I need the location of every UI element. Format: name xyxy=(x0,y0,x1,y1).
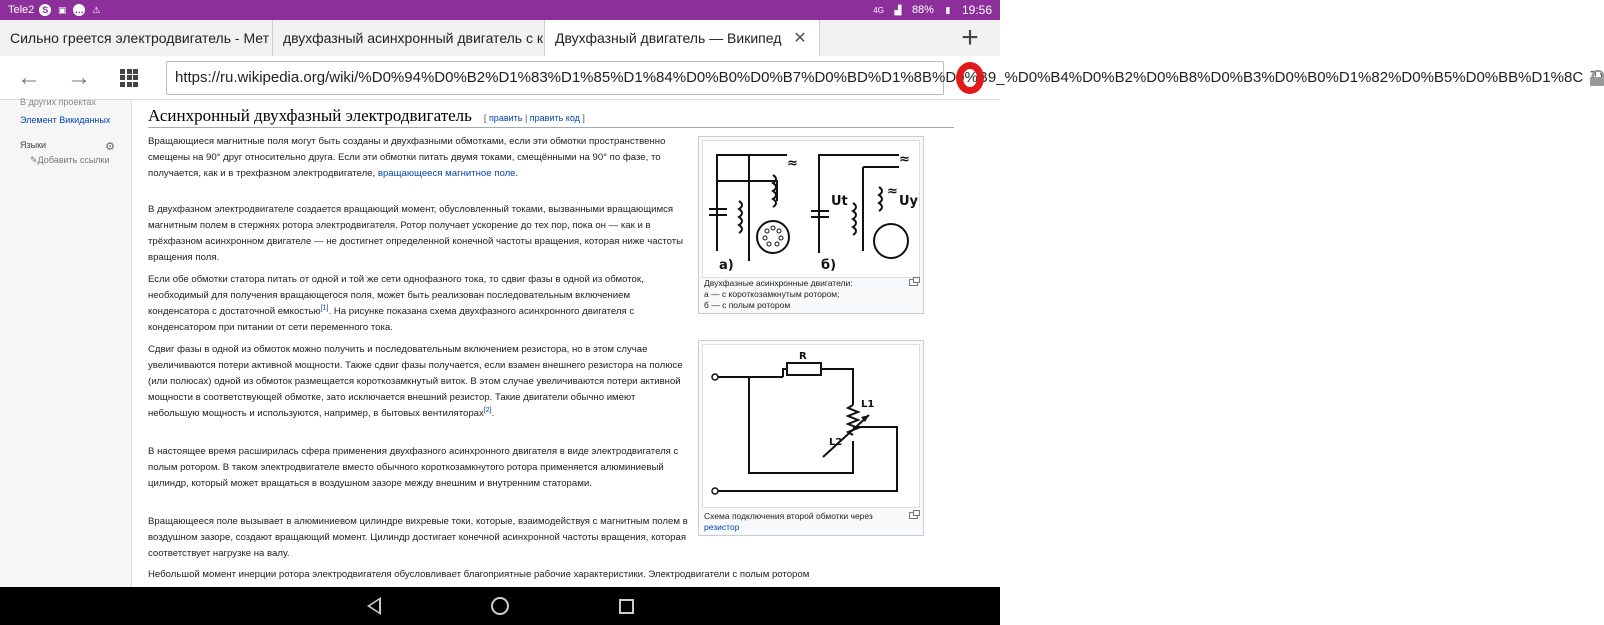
signal-icon: ▟ xyxy=(894,4,902,15)
paragraph-4 xyxy=(148,342,688,422)
motor-diagram-svg xyxy=(703,141,919,277)
tab-1-label: Сильно греется электродвигатель - Мет xyxy=(10,30,270,46)
reload-icon[interactable]: ↻ xyxy=(1589,67,1604,87)
figure-resistor xyxy=(698,340,924,536)
section-heading xyxy=(148,106,954,128)
figure-resistor-caption xyxy=(704,511,900,533)
grid-icon xyxy=(120,69,138,87)
paragraph-7: Небольшой момент инерции ротора электродвигателя обусловливает благоприятные рабочие характеристики. Электродвигатели с полым ротором xyxy=(148,569,810,580)
paragraph-3 xyxy=(148,272,688,336)
edit-bracket-open: [ xyxy=(483,113,489,123)
enlarge-icon[interactable] xyxy=(909,512,918,519)
tab-2[interactable] xyxy=(273,20,545,56)
tab-3-active[interactable] xyxy=(545,20,820,56)
figure-motors-caption xyxy=(704,278,914,311)
rotating-field-link[interactable]: вращающееся магнитное поле xyxy=(377,168,516,179)
new-tab-button[interactable]: + xyxy=(961,21,979,54)
label-l2: L2 xyxy=(829,437,843,448)
figure-motors xyxy=(698,136,924,314)
edit-link[interactable]: править xyxy=(488,113,523,123)
paragraph-2: В двухфазном электродвигателе создается вращающий момент, обусловленный токами, вызванными вращающимся магнитным полем в стержнях ротора электродвигателя. Ротор получает ускорение до тех пор, пока он — как и в трёхфазном асинхронном двигателе — не достигнет определенной конечной частоты вращения, которая ниже частоты вращения поля. xyxy=(148,204,684,263)
gear-icon[interactable]: ⚙ xyxy=(105,141,115,153)
article-body xyxy=(131,100,1000,587)
image-icon: ▣ xyxy=(58,4,67,15)
opera-menu-button[interactable] xyxy=(950,58,990,98)
opera-logo-icon xyxy=(956,62,984,94)
paragraph-4-end: . xyxy=(491,408,495,419)
system-back-icon[interactable] xyxy=(367,597,381,615)
carrier-label: Tele2 xyxy=(8,4,35,16)
paragraph-3-end: . На рисунке показана схема двухфазного асинхронного двигателя с конденсатором при питании от сети переменного тока. xyxy=(148,306,635,333)
edit-separator: | xyxy=(522,113,530,123)
paragraph-3-text: Если обе обмотки статора питать от одной и той же сети однофазного тока, то сдвиг фазы в одной из обмоток, необходимый для получения вращающегося поля, может быть реализован последовательным включением конденсатора с достаточной емкостью xyxy=(148,274,644,317)
edit-bracket-close: ] xyxy=(579,113,585,123)
sidebar-other-projects: В других проектах xyxy=(20,97,96,107)
tab-3-label: Двухфазный двигатель — Википед xyxy=(555,30,782,46)
forward-button[interactable]: → xyxy=(67,63,91,91)
sidebar-languages xyxy=(20,140,115,153)
caption-text: Схема подключения второй обмотки через xyxy=(704,511,873,521)
section-title: Асинхронный двухфазный электродвигатель xyxy=(148,106,472,125)
sidebar-add-links[interactable]: ✎Добавить ссылки xyxy=(30,155,110,165)
url-text[interactable]: https://ru.wikipedia.org/wiki/%D0%94%D0%B2%D1%83%D1%85%D1%84%D0%B0%D0%B7%D0%BD%D1%8B%D0%B9_%D0%B4%D0%B2%D0%B8%D0%B3%D0%B0%D1%82%D0%B5%D0%BB%D1%8C xyxy=(175,69,1584,86)
paragraph-1-end: . xyxy=(515,168,519,179)
caption-line-3: б — с полым ротором xyxy=(704,300,791,310)
close-tab-icon[interactable]: ✕ xyxy=(793,30,807,47)
label-uy: Uy xyxy=(899,194,919,209)
label-a: а) xyxy=(719,258,734,273)
tab-bar xyxy=(0,20,1000,56)
page-content xyxy=(0,97,1000,587)
ref-2[interactable]: [2] xyxy=(483,406,492,414)
label-r: R xyxy=(799,351,807,362)
paragraph-4-text: Сдвиг фазы в одной из обмоток можно получить и последовательным включением резистора, но в этом случае увеличиваются потери активной мощности. Также сдвиг фазы получается, если взамен внешнего резистора на полюсе (или полюсах) одной из обмоток размещается короткозамкнутый виток. В этом случае увеличиваются потери активной мощности в соответствующей обмотке, зато исключается внешний резистор. Такие двигатели обычно имеют небольшую мощность и используются, например, в бытовых вентиляторах xyxy=(148,344,683,419)
caption-line-2: а — с короткозамкнутым ротором; xyxy=(704,289,840,299)
caption-line-1: Двухфазные асинхронные двигатели: xyxy=(704,278,853,288)
battery-level: 88% xyxy=(911,4,934,16)
wiki-sidebar xyxy=(0,97,130,587)
tab-2-label: двухфазный асинхронный двигатель с к xyxy=(283,30,544,46)
resistor-diagram-image[interactable] xyxy=(702,344,920,508)
paragraph-1-text: Вращающиеся магнитные поля могут быть созданы и двухфазными обмотками, если эти обмотки пространственно смещены на 90° друг относительно друга. Если эти обмотки питать двумя токами, смещёнными на 90° по фазе, то получается, как и в трехфазном электродвигателе, xyxy=(148,136,666,179)
tilde-label-b: ≈ xyxy=(899,152,910,167)
network-type: 4G xyxy=(873,5,884,15)
back-button[interactable]: ← xyxy=(17,63,41,91)
warning-icon: ⚠ xyxy=(92,4,101,15)
skype-icon: S xyxy=(39,4,51,16)
label-ut: Ut xyxy=(831,194,848,209)
tilde-label-b2: ≈ xyxy=(887,184,898,199)
label-l1: L1 xyxy=(861,399,875,410)
system-nav-bar xyxy=(0,587,1000,625)
speed-dial-button[interactable] xyxy=(104,56,154,100)
edit-code-link[interactable]: править код xyxy=(529,113,580,123)
motor-diagram-image[interactable] xyxy=(702,140,920,278)
system-recents-icon[interactable] xyxy=(619,599,634,614)
paragraph-6: Вращающееся поле вызывает в алюминиевом цилиндре вихревые токи, которые, взаимодействуя с магнитным полем в воздушном зазоре, создают вращающий момент. Цилиндр достигает конечной асинхронной частоты вращения, которая соответствует нагрузке на валу. xyxy=(148,516,688,559)
paragraph-5: В настоящее время расширилась сфера применения двухфазного асинхронного двигателя в виде электродвигателя с полым ротором. В таком электродвигателе вместо обычного короткозамкнутого ротора применяется алюминиевый цилиндр, который может вращаться в воздушном зазоре между внешним и внутренним статорами. xyxy=(148,446,679,489)
address-row xyxy=(0,56,1604,100)
enlarge-icon[interactable] xyxy=(909,279,918,286)
address-bar[interactable] xyxy=(166,61,1604,95)
resistor-link[interactable]: резистор xyxy=(704,522,740,532)
label-b: б) xyxy=(821,258,837,273)
tilde-label-a: ≈ xyxy=(787,156,798,171)
message-icon: … xyxy=(74,5,84,15)
paragraph-1 xyxy=(148,134,688,182)
status-bar xyxy=(0,0,1000,20)
edit-links xyxy=(484,113,585,123)
resistor-diagram-svg xyxy=(703,345,919,507)
tab-1[interactable] xyxy=(0,20,273,56)
sidebar-languages-label: Языки xyxy=(20,140,47,150)
system-home-icon[interactable] xyxy=(491,597,509,615)
battery-icon: ▮ xyxy=(945,4,951,15)
ref-1[interactable]: [1] xyxy=(320,304,329,312)
sidebar-wikidata-link[interactable]: Элемент Викиданных xyxy=(20,115,111,125)
clock: 19:56 xyxy=(961,3,992,17)
